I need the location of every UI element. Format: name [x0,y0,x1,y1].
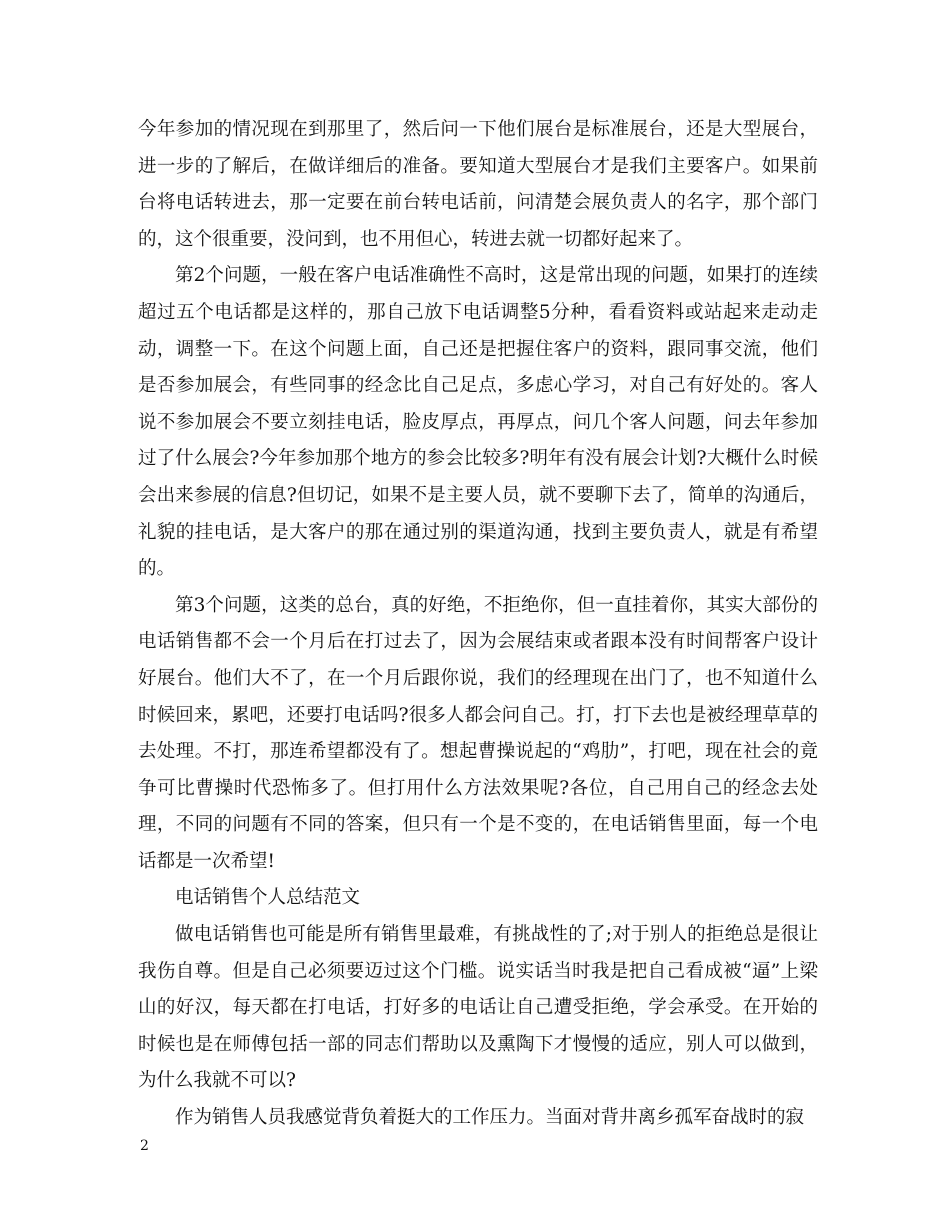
page-number: 2 [140,1138,149,1154]
paragraph-continuation: 今年参加的情况现在到那里了，然后问一下他们展台是标准展台，还是大型展台，进一步的了解后，在做详细后的准备。要知道大型展台才是我们主要客户。如果前台将电话转进去，那一定要在前台转电话前，问清楚会展负责人的名字，那个部门的，这个很重要，没问到，也不用但心，转进去就一切都好起来了。 [138,119,818,250]
body-text [138,112,818,1137]
paragraph-problem-2: 第2个问题，一般在客户电话准确性不高时，这是常出现的问题，如果打的连续超过五个电话都是这样的，那自己放下电话调整5分种，看看资料或站起来走动走动，调整一下。在这个问题上面，自己还是把握住客户的资料，跟同事交流，他们是否参加展会，有些同事的经念比自己足点，多虑心学习，对自己有好处的。客人说不参加展会不要立刻挂电话，脸皮厚点，再厚点，问几个客人问题，问去年参加过了什么展会?今年参加那个地方的参会比较多?明年有没有展会计划?大概什么时候会出来参展的信息?但切记，如果不是主要人员，就不要聊下去了，简单的沟通后，礼貌的挂电话，是大客户的那在通过别的渠道沟通，找到主要负责人，就是有希望的。 [138,265,818,580]
paragraph-problem-3: 第3个问题，这类的总台，真的好绝，不拒绝你，但一直挂着你，其实大部份的电话销售都不会一个月后在打过去了，因为会展结束或者跟本没有时间帮客户设计好展台。他们大不了，在一个月后跟你说，我们的经理现在出门了，也不知道什么时候回来，累吧，还要打电话吗?很多人都会问自己。打，打下去也是被经理草草的去处理。不打，那连希望都没有了。想起曹操说起的“鸡肋”，打吧，现在社会的竟争可比曹操时代恐怖多了。但打用什么方法效果呢?各位，自己用自己的经念去处理，不同的问题有不同的答案，但只有一个是不变的，在电话销售里面，每一个电话都是一次希望! [138,594,818,872]
section-heading: 电话销售个人总结范文 [175,887,361,909]
paragraph-summary-intro: 做电话销售也可能是所有销售里最难，有挑战性的了;对于别人的拒绝总是很让我伤自尊。但是自己必须要迈过这个门槛。说实话当时我是把自己看成被“逼”上梁山的好汉，每天都在打电话，打好多的电话让自己遭受拒绝，学会承受。在开始的时候也是在师傅包括一部的同志们帮助以及熏陶下才慢慢的适应，别人可以做到，为什么我就不可以? [138,924,818,1092]
paragraph-summary-pressure: 作为销售人员我感觉背负着挺大的工作压力。当面对背井离乡孤军奋战时的寂 [175,1107,805,1129]
